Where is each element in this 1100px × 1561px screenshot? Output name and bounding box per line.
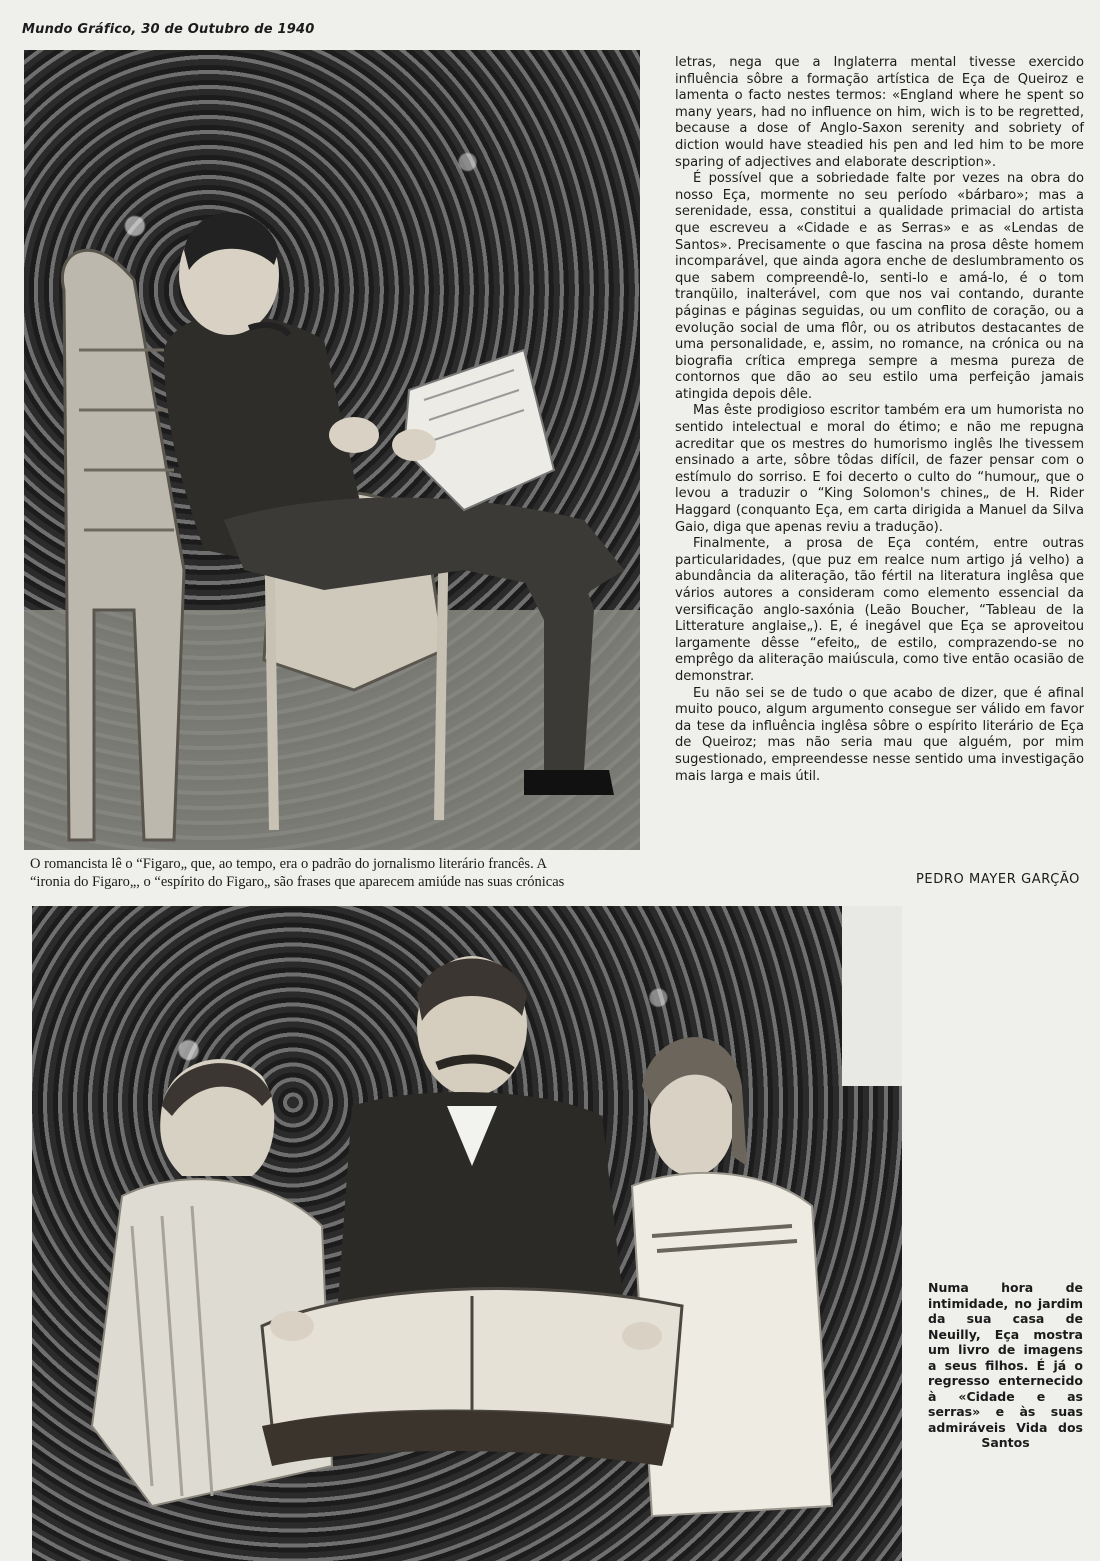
article-paragraph: Finalmente, a prosa de Eça contém, entre outras particularidades, (que puz em realce num artigo já velho) a abundância da aliteração, tão fértil na literatura inglêsa que vários autores a consideram como elemento essencial da versificação anglo-saxónia (Leão Boucher, “Tableau de la Litterature anglaise„). E, é inegável que Eça se aproveitou largamente dêsse “efeito„ de estilo, comprazendo-se no emprêgo da aliteração maiúscula, como tive então ocasião de demonstrar. [675, 536, 1084, 684]
article-body [675, 55, 1084, 785]
article-author: PEDRO MAYER GARÇÃO [915, 872, 1080, 887]
top-photo-caption [30, 855, 646, 891]
photo-man-reading-figaro [24, 50, 640, 850]
top-photo-caption-line-2: “ironia do Figaro„, o “espírito do Figaro„ são frases que aparecem amiúde nas suas crónicas [30, 874, 565, 890]
man-in-wicker-chair-illustration [24, 50, 640, 850]
article-paragraph: É possível que a sobriedade falte por vezes na obra do nosso Eça, mormente no seu período «bárbaro»; mas a serenidade, essa, constitui a qualidade primacial do artista que escreveu a «Cidade e as Serras» e as «Lendas de Santos». Precisamente o que fascina na prosa dêste homem incomparável, que ainda agora enche de deslumbramento os que sabem compreendê-lo, senti-lo e amá-lo, é o tom tranqüilo, inalterável, com que nos vai contando, durante páginas e páginas seguidas, ou um conflito de coração, ou a evolução social de uma flôr, ou os atributos destacantes de uma personalidade, e, assim, no romance, na crónica ou na biografia crítica emprega sempre a mesma pureza de contornos que dão ao seu estilo uma perfeição jamais atingida depois dêle. [675, 171, 1084, 402]
article-paragraph: Eu não sei se de tudo o que acabo de dizer, que é afinal muito pouco, algum argumento consegue ser válido em favor da tese da influência inglêsa sôbre o espírito literário de Eça de Queiroz; mas não seria mau que alguém, por mim sugestionado, empreendesse nesse sentido uma investigação mais larga e mais útil. [675, 685, 1084, 784]
bottom-photo-caption: Numa hora de intimidade, no jardim da sua casa de Neuilly, Eça mostra um livro de imagens a seus filhos. É já o regresso enternecido à «Cidade e as serras» e às suas admiráveis Vida dos Santos [928, 1280, 1083, 1450]
photo-father-with-children [32, 906, 902, 1561]
article-paragraph: letras, nega que a Inglaterra mental tivesse exercido influência sôbre a formação artística de Eça de Queiroz e lamenta o facto nestes termos: «England where he spent so many years, had no influence on him, wich is to be regretted, because a dose of Anglo-Saxon serenity and sobriety of diction would have steadied his pen and led him to be more sparing of adjectives and elaborate description». [675, 55, 1084, 170]
page-header: Mundo Gráfico, 30 de Outubro de 1940 [22, 22, 315, 37]
family-reading-book-illustration [32, 906, 902, 1561]
article-paragraph: Mas êste prodigioso escritor também era um humorista no sentido intelectual e moral do étimo; e não me repugna acreditar que os mestres do humorismo inglês lhe tivessem ensinado a arte, sôbre tôdas difícil, de fazer pensar com o estímulo do sorriso. E foi decerto o culto do “humour„ que o levou a traduzir o “King Solomon's chines„ de H. Rider Haggard (conquanto Eça, em carta dirigida a Manuel da Silva Gaio, diga que apenas reviu a tradução). [675, 403, 1084, 535]
top-photo-caption-line-1: O romancista lê o “Figaro„ que, ao tempo, era o padrão do jornalismo literário francês. A [30, 856, 547, 872]
